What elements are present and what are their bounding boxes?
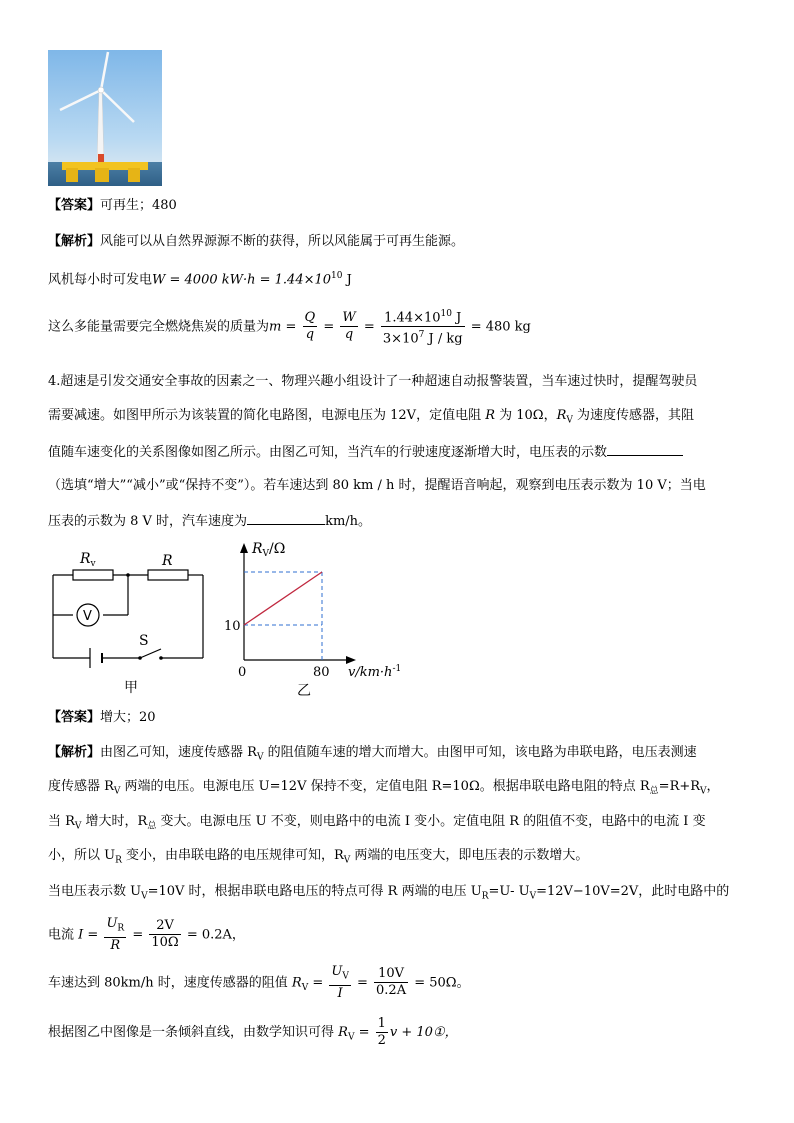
analysis-1-line-2: 风机每小时可发电W = 4000 $kW\cdot h = 1.44\times 10^{10}$ J <box>48 271 352 288</box>
fraction-2v-over-10ohm: $\frac{2V}{10\Omega}$ <box>151 918 179 951</box>
question-4-line-1: 4.超速是引发交通安全事故的因素之一、物理兴趣小组设计了一种超速自动报警装置，当车速过快时，提醒驾驶员 <box>48 374 698 389</box>
y-axis-label: $R_V/\Omega$ <box>252 541 286 559</box>
analysis-2-line-8: 根据图乙中图像是一条倾斜直线，由数学知识可得 $R_V$ = $\frac{1}{2}$ v + 10①， <box>48 1016 458 1048</box>
r-label: R <box>162 553 173 569</box>
answer-blank-1 <box>607 441 683 456</box>
answer-blank-2 <box>247 510 325 525</box>
answer-tag: 【答案】 <box>48 198 101 213</box>
voltmeter-label: V <box>83 609 92 624</box>
question-4-line-3: 值随车速变化的关系图像如图乙所示。由图乙可知，当汽车的行驶速度逐渐增大时，电压表的示数 <box>48 441 683 463</box>
wind-turbine-photo <box>48 50 162 186</box>
answer-1 <box>48 196 177 216</box>
question-4-line-4: （选填“增大”“减小”或“保持不变”）。若车速达到 80 km / h 时，提醒语音响起，观察到电压表示数为 10 V；当电 <box>48 478 706 493</box>
fraction-q-over-q: $\frac{Q}{q}$ <box>304 310 316 343</box>
rv-line <box>244 572 322 625</box>
tick-0: 0 <box>238 665 247 680</box>
resistance-speed-graph <box>220 535 420 680</box>
circuit-diagram <box>48 545 213 695</box>
answer-2: 【答案】增大；20 <box>48 710 156 725</box>
analysis-2-line-3: 当 $R_V$ 增大时，$R_总$ 变大。电源电压 U 不变，则电路中的电流 I 变小。定值电阻 R 的阻值不变，电路中的电流 I 变 <box>48 814 706 832</box>
question-4-line-5: 压表的示数为 8 V 时，汽车速度为 km/h。 <box>48 510 371 532</box>
analysis-2-line-7: 车速达到 80km/h 时，速度传感器的阻值 $R_V$ = $\frac{U_V}{I}$ = $\frac{10V}{0.2A}$ = 50Ω。 <box>48 964 470 1001</box>
analysis-1-line-3: 这么多能量需要完全燃烧焦炭的质量为m = $\frac{Q}{q}$ = $\frac{W}{q}$ = $\frac{1.44\times 10^{10} J}{3\times 10^7 J / kg}$ = 480 kg <box>48 306 531 348</box>
resistor-r <box>148 570 188 580</box>
x-axis-label: $v/km\cdot h^{-1}$ <box>348 664 402 680</box>
fraction-one-half: $\frac{1}{2}$ <box>377 1016 386 1048</box>
fraction-energy-over-heat: $\frac{1.44\times 10^{10} J}{3\times 10^7 J / kg}$ <box>381 306 465 348</box>
fraction-uv-over-i: $\frac{U_V}{I}$ <box>331 964 349 1001</box>
rv-label: $R_v$ <box>80 551 96 569</box>
guide-lines <box>244 572 322 660</box>
figure-caption-a: 甲 <box>124 680 138 696</box>
switch-label: S <box>139 633 149 649</box>
analysis-1-line-1: 【解析】风能可以从自然界源源不断的获得，所以风能属于可再生能源。 <box>48 234 465 249</box>
tick-10: 10 <box>224 619 241 634</box>
analysis-2-line-5: 当电压表示数 $U_V=10V$ 时，根据串联电路电压的特点可得 R 两端的电压 $U_R=U-$ $U_V=12V-10V=2V$，此时电路中的 <box>48 884 730 902</box>
resistor-rv <box>73 570 113 580</box>
fraction-ur-over-r: $\frac{U_R}{R}$ <box>106 916 125 953</box>
fraction-w-over-q: $\frac{W}{q}$ <box>342 310 356 343</box>
analysis-2-line-2: 度传感器 $R_V$ 两端的电压。电源电压 U=12V 保持不变，定值电阻 R=10Ω。根据串联电路电阻的特点 $R_总=R+R_V$， <box>48 779 720 797</box>
answer-text: 可再生；480 <box>100 198 177 213</box>
figure-caption-b: 乙 <box>297 683 311 699</box>
analysis-2-line-6: 电流 I = $\frac{U_R}{R}$ = $\frac{2V}{10\Omega}$ = 0.2A， <box>48 916 245 953</box>
analysis-2-line-4: 小，所以 $U_R$ 变小，由串联电路的电压规律可知，$R_V$ 两端的电压变大，即电压表的示数增大。 <box>48 848 589 866</box>
tick-80: 80 <box>313 665 330 680</box>
analysis-tag: 【解析】 <box>48 234 101 249</box>
question-4-line-2: 需要减速。如图甲所示为该装置的简化电路图，电源电压为 12V，定值电阻 R 为 10Ω，$R_V$ 为速度传感器，其阻 <box>48 408 695 426</box>
fraction-10v-over-0-2a: $\frac{10V}{0.2A}$ <box>376 966 407 999</box>
analysis-2-line-1: 【解析】由图乙可知，速度传感器 $R_V$ 的阻值随车速的增大而增大。由图甲可知，该电路为串联电路，电压表测速 <box>48 745 697 763</box>
